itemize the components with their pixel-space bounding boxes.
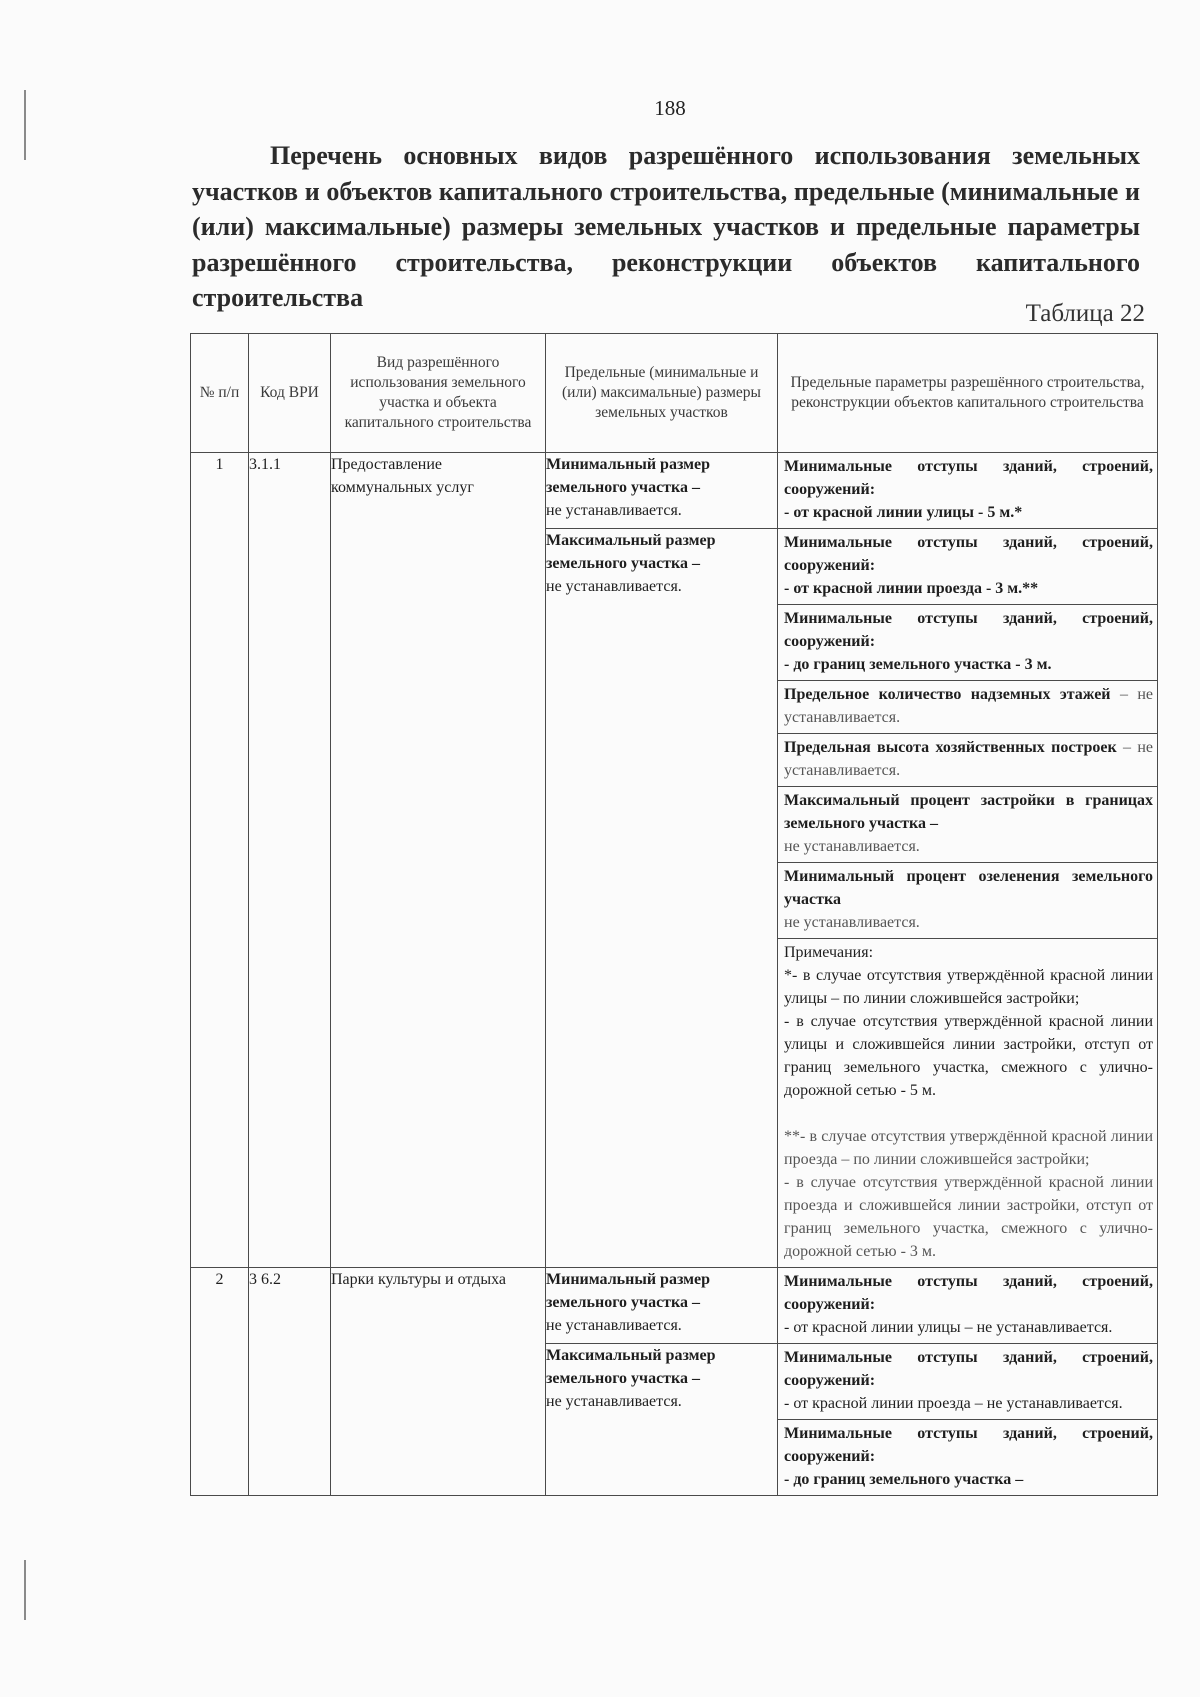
size-max-cell <box>546 529 778 1268</box>
param-value: не устанавливается. <box>784 838 920 855</box>
param-title: Максимальный процент застройки в границах земельного участка – <box>784 792 1153 832</box>
param-title: Минимальные отступы зданий, строений, сооружений: <box>784 534 1153 574</box>
param-title: Предельное количество надземных этажей <box>784 686 1111 703</box>
params-cell <box>778 453 1158 529</box>
param-value: не устанавливается. <box>784 914 920 931</box>
size-max-title: Максимальный размер земельного участка – <box>546 532 716 572</box>
header-num: № п/п <box>191 334 249 453</box>
scan-edge-mark <box>24 1560 26 1620</box>
size-max-cell <box>546 1344 778 1496</box>
size-min-value: не устанавливается. <box>546 502 682 519</box>
row-code: 3 6.2 <box>249 1268 331 1496</box>
param-value: - от красной линии улицы - 5 м.* <box>784 504 1023 521</box>
param-item <box>778 1420 1157 1495</box>
param-value: - до границ земельного участка - 3 м. <box>784 656 1052 673</box>
params-cell <box>778 529 1158 1268</box>
param-value: - от красной линии проезда – не устанавливается. <box>784 1395 1123 1412</box>
size-min-title: Минимальный размер земельного участка – <box>546 456 711 496</box>
param-item <box>778 787 1157 863</box>
size-max-value: не устанавливается. <box>546 1393 682 1410</box>
header-params: Предельные параметры разрешённого строительства, реконструкции объектов капитального строительства <box>778 334 1158 453</box>
param-value: – не устанавливается. <box>784 739 1154 779</box>
param-item <box>778 863 1157 939</box>
size-min-cell <box>546 453 778 529</box>
param-item <box>778 453 1157 528</box>
size-min-value: не устанавливается. <box>546 1317 682 1334</box>
params-cell <box>778 1268 1158 1344</box>
param-item <box>778 1344 1157 1420</box>
param-title: Минимальные отступы зданий, строений, сооружений: <box>784 1425 1153 1465</box>
header-vri: Вид разрешённого использования земельного участка и объекта капитального строительства <box>331 334 546 453</box>
document-title: Перечень основных видов разрешённого использования земельных участков и объектов капитального строительства, предельные (минимальные и (или) максимальные) размеры земельных участков и предельные параметры разрешённого строительства, реконструкции объектов капитального строительства <box>192 141 1140 312</box>
page-number: 188 <box>654 96 686 120</box>
row-num: 2 <box>191 1268 249 1496</box>
param-title: Минимальные отступы зданий, строений, сооружений: <box>784 1349 1153 1389</box>
param-title: Предельная высота хозяйственных построек <box>784 739 1117 756</box>
size-min-cell <box>546 1268 778 1344</box>
param-item <box>778 734 1157 787</box>
param-value: – не устанавливается. <box>784 686 1154 726</box>
size-min-title: Минимальный размер земельного участка – <box>546 1271 711 1311</box>
param-title: Минимальные отступы зданий, строений, сооружений: <box>784 458 1153 498</box>
row-num: 1 <box>191 453 249 1268</box>
note-item: *- в случае отсутствия утверждённой красной линии улицы – по линии сложившейся застройки; <box>784 967 1153 1007</box>
notes-block <box>778 939 1157 1267</box>
param-item <box>778 1268 1157 1343</box>
param-value: - от красной линии проезда - 3 м.** <box>784 580 1039 597</box>
note-item: - в случае отсутствия утверждённой красной линии улицы и сложившейся линии застройки, отступ от границ земельного участка, смежного с улично-дорожной сетью - 5 м. <box>784 1013 1153 1099</box>
param-item <box>778 529 1157 605</box>
regulations-table <box>190 333 1158 1496</box>
param-value: - до границ земельного участка – <box>784 1471 1024 1488</box>
table-label: Таблица 22 <box>1025 300 1145 327</box>
param-item <box>778 681 1157 734</box>
row-code: 3.1.1 <box>249 453 331 1268</box>
header-code: Код ВРИ <box>249 334 331 453</box>
param-item <box>778 605 1157 681</box>
table-row <box>191 453 1158 529</box>
params-cell <box>778 1344 1158 1496</box>
table-row <box>191 1268 1158 1344</box>
row-vri: Предоставление коммунальных услуг <box>331 453 546 1268</box>
notes-title: Примечания: <box>784 944 874 961</box>
param-title: Минимальные отступы зданий, строений, сооружений: <box>784 610 1153 650</box>
note-item: - в случае отсутствия утверждённой красной линии проезда и сложившейся линии застройки, отступ от границ земельного участка, смежного с улично-дорожной сетью - 3 м. <box>784 1174 1153 1260</box>
size-max-value: не устанавливается. <box>546 578 682 595</box>
size-max-title: Максимальный размер земельного участка – <box>546 1347 716 1387</box>
row-vri: Парки культуры и отдыха <box>331 1268 546 1496</box>
header-size: Предельные (минимальные и (или) максимальные) размеры земельных участков <box>546 334 778 453</box>
param-value: - от красной линии улицы – не устанавливается. <box>784 1319 1113 1336</box>
param-title: Минимальные отступы зданий, строений, сооружений: <box>784 1273 1153 1313</box>
param-title: Минимальный процент озеленения земельного участка <box>784 868 1153 908</box>
note-item: **- в случае отсутствия утверждённой красной линии проезда – по линии сложившейся застройки; <box>784 1128 1153 1168</box>
table-header-row <box>191 334 1158 453</box>
